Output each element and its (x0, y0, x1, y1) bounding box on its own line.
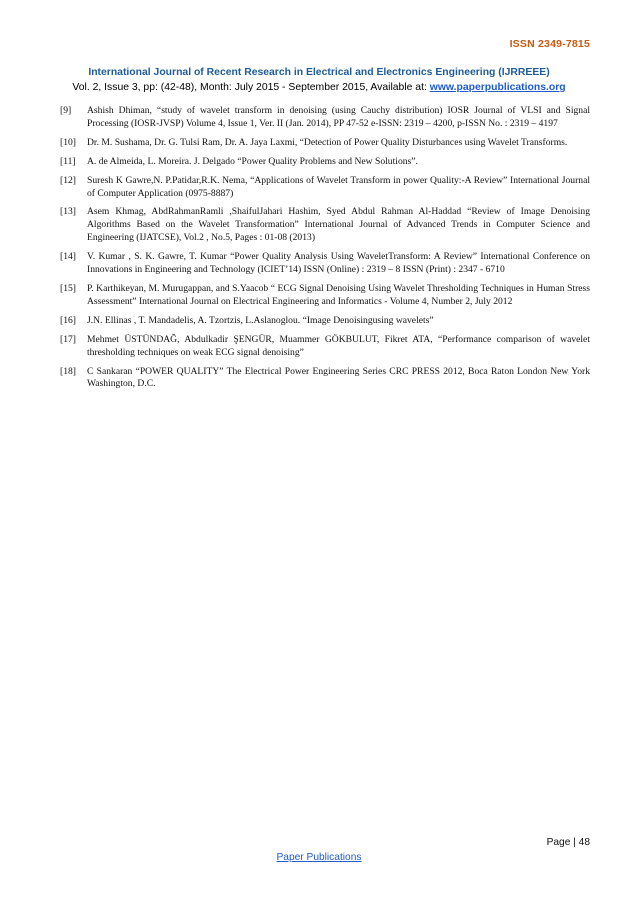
reference-number: [12] (60, 174, 76, 186)
reference-text: V. Kumar , S. K. Gawre, T. Kumar “Power Quality Analysis Using WaveletTransform: A Review” International Conference on Innovations in Engineering and Technology (ICIET’14) ISSN (Online) : 2319 – 8 ISSN (Print) : 2347 - 6710 (87, 251, 590, 276)
reference-text: P. Karthikeyan, M. Murugappan, and S.Yaacob “ ECG Signal Denoising Using Wavelet Thresholding Techniques in Human Stress Assessment” International Journal on Electrical Engineering and Informatics - Volume 4, Number 2, July 2012 (87, 282, 590, 307)
reference-text: J.N. Ellinas , T. Mandadelis, A. Tzortzis, L.Aslanoglou. “Image Denoisingusing wavelets” (87, 314, 434, 326)
reference-number: [9] (60, 105, 72, 116)
reference-item (60, 366, 590, 392)
volume-text: Vol. 2, Issue 3, pp: (42-48), Month: July 2015 - September 2015, Available at: (72, 82, 430, 93)
reference-item (60, 137, 590, 150)
reference-item (60, 251, 590, 277)
reference-number: [10] (60, 136, 76, 148)
publisher-link[interactable]: Paper Publications (276, 852, 362, 863)
journal-volume-line (0, 80, 638, 96)
journal-title: International Journal of Recent Research in Electrical and Electronics Engineering (IJRREEE) (88, 67, 550, 78)
journal-header (0, 66, 638, 96)
reference-item (60, 283, 590, 309)
reference-text: Dr. M. Sushama, Dr. G. Tulsi Ram, Dr. A. Jaya Laxmi, “Detection of Power Quality Disturbances using Wavelet Transforms. (87, 136, 568, 148)
reference-text: A. de Almeida, L. Moreira. J. Delgado “Power Quality Problems and New Solutions”. (87, 155, 418, 167)
reference-item (60, 315, 590, 328)
website-link[interactable]: www.paperpublications.org (429, 82, 566, 93)
reference-text: C Sankaran “POWER QUALITY” The Electrical Power Engineering Series CRC PRESS 2012, Boca Raton London New York Washington, D.C. (87, 365, 590, 390)
reference-list (60, 105, 590, 397)
reference-text: Ashish Dhiman, “study of wavelet transform in denoising (using Cauchy distribution) IOSR Journal of VLSI and Signal Processing (IOSR-JVSP) Volume 4, Issue 1, Ver. II (Jan. 2014), PP 47-52 e-ISSN: 2319 – 4200, p-ISSN No. : 2319 – 4197 (87, 105, 590, 129)
reference-text: Suresh K Gawre,N. P.Patidar,R.K. Nema, “Applications of Wavelet Transform in power Quality:-A Review” International Journal of Computer Application (0975-8887) (87, 174, 590, 199)
reference-number: [18] (60, 365, 76, 377)
reference-item (60, 334, 590, 360)
page-number: Page | 48 (546, 837, 590, 848)
reference-number: [17] (60, 333, 76, 345)
reference-number: [13] (60, 206, 76, 218)
reference-item (60, 105, 590, 131)
reference-item (60, 156, 590, 169)
reference-number: [16] (60, 314, 76, 326)
reference-text: Asem Khmag, AbdRahmanRamli ,ShaifulJahari Hashim, Syed Abdul Rahman Al-Haddad “Review of Image Denoising Algorithms Based on the Wavelet Transformation” International Journal of Advanced Trends in Computer Science and Engineering (IJATCSE), Vol.2 , No.5, Pages : 01-08 (2013) (87, 206, 590, 244)
reference-item (60, 175, 590, 201)
reference-number: [14] (60, 251, 76, 263)
reference-number: [11] (60, 155, 76, 167)
issn-label: ISSN 2349-7815 (509, 38, 590, 50)
reference-text: Mehmet ÜSTÜNDAĞ, Abdulkadir ŞENGÜR, Muammer GÖKBULUT, Fikret ATA, “Performance comparison of wavelet thresholding techniques on weak ECG signal denoising” (87, 333, 590, 358)
reference-item (60, 206, 590, 245)
reference-number: [15] (60, 282, 76, 294)
